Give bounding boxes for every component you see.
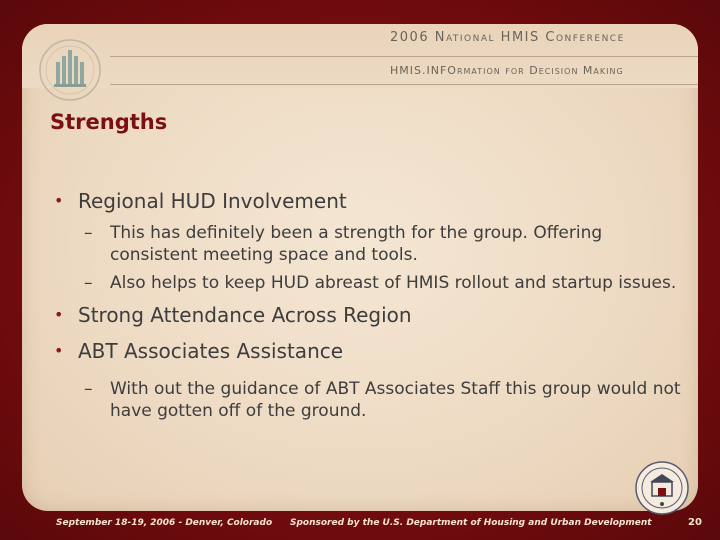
footer-date-location: September 18-19, 2006 - Denver, Colorado bbox=[56, 518, 273, 528]
bullet-list bbox=[54, 186, 694, 428]
page-number: 20 bbox=[688, 517, 702, 528]
footer-sponsor: Sponsored by the U.S. Department of Housing and Urban Development bbox=[290, 518, 652, 528]
bullet-item bbox=[54, 336, 694, 366]
bullet-item bbox=[54, 300, 694, 330]
bullet-text: Regional HUD Involvement bbox=[78, 189, 347, 213]
bullet-text: Strong Attendance Across Region bbox=[78, 303, 412, 327]
sub-bullet-text: With out the guidance of ABT Associates Staff this group would not have gotten off of the ground. bbox=[110, 379, 681, 421]
dash-icon: – bbox=[84, 379, 93, 399]
dash-icon: – bbox=[84, 223, 93, 243]
bullet-dot-icon: • bbox=[54, 341, 64, 360]
header-rule-top bbox=[110, 56, 698, 57]
sub-bullet-item bbox=[84, 272, 694, 294]
sub-bullet-text: This has definitely been a strength for the group. Offering consistent meeting space and tools. bbox=[110, 223, 603, 265]
bullet-text: ABT Associates Assistance bbox=[78, 339, 344, 363]
sub-bullet-text: Also helps to keep HUD abreast of HMIS rollout and startup issues. bbox=[110, 273, 677, 293]
dash-icon: – bbox=[84, 273, 93, 293]
hud-seal-icon bbox=[634, 460, 690, 516]
hud-building-logo-icon bbox=[36, 36, 108, 106]
header-rule-bottom bbox=[110, 84, 698, 85]
sub-bullet-item bbox=[84, 378, 694, 422]
conference-title: 2006 National HMIS Conference bbox=[390, 30, 625, 45]
bullet-item bbox=[54, 186, 694, 216]
bullet-dot-icon: • bbox=[54, 191, 64, 210]
conference-tagline: HMIS.INFOrmation for Decision Making bbox=[390, 64, 624, 77]
sub-bullet-item bbox=[84, 222, 694, 266]
slide-title: Strengths bbox=[50, 110, 168, 134]
bullet-dot-icon: • bbox=[54, 305, 64, 324]
